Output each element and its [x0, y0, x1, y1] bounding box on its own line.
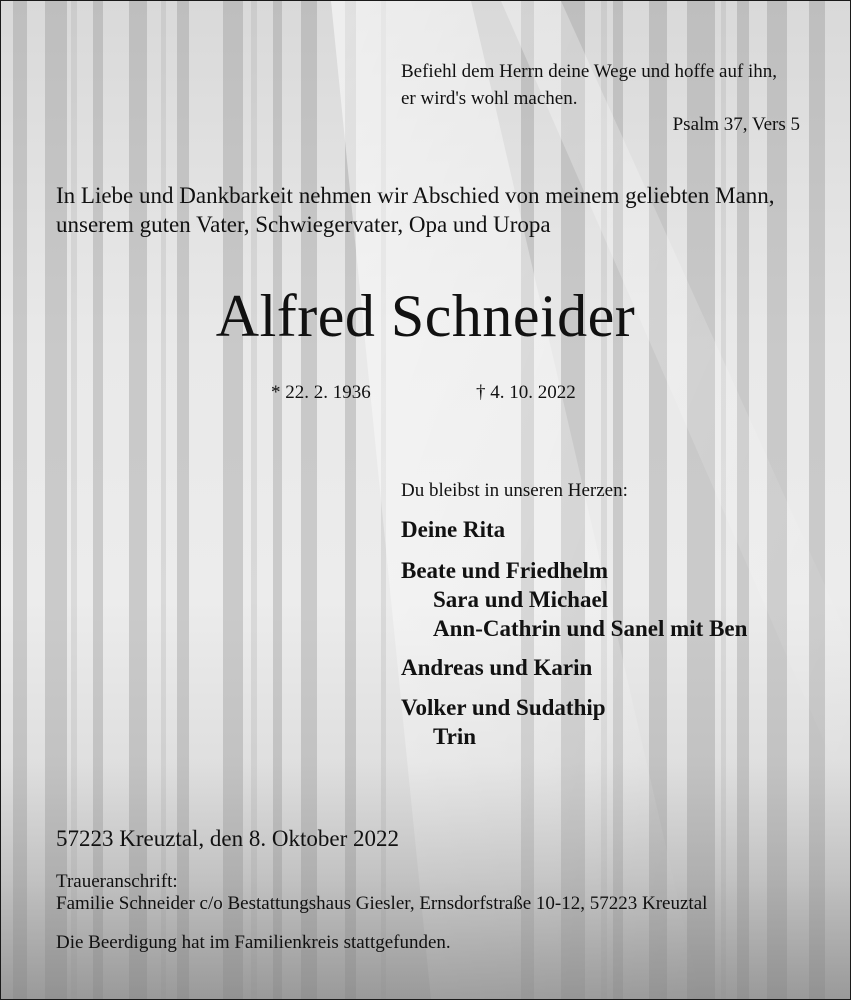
- intro-text: [56, 181, 775, 239]
- mourner-name: Trin: [433, 724, 477, 749]
- intro-line: In Liebe und Dankbarkeit nehmen wir Abschied von meinem geliebten Mann,: [56, 183, 775, 208]
- verse-line: Befiehl dem Herrn deine Wege und hoffe auf ihn,: [401, 61, 778, 82]
- address-label: Traueranschrift:: [56, 871, 178, 892]
- mourning-address: Familie Schneider c/o Bestattungshaus Giesler, Ernsdorfstraße 10-12, 57223 Kreuztal: [56, 893, 708, 914]
- place-and-date: 57223 Kreuztal, den 8. Oktober 2022: [56, 826, 400, 851]
- burial-note: Die Beerdigung hat im Familienkreis stattgefunden.: [56, 932, 451, 953]
- mourner-name: Volker und Sudathip: [401, 695, 606, 720]
- intro-line: unserem guten Vater, Schwiegervater, Opa und Uropa: [56, 212, 551, 237]
- mourner-name: Ann-Cathrin und Sanel mit Ben: [433, 616, 748, 641]
- mourners-heading: Du bleibst in unseren Herzen:: [401, 480, 628, 501]
- birth-date: * 22. 2. 1936: [271, 382, 371, 403]
- verse-text: [401, 58, 777, 112]
- verse-line: er wird's wohl machen.: [401, 88, 578, 109]
- mourner-name: Sara und Michael: [433, 587, 609, 612]
- mourner-name: Beate und Friedhelm: [401, 558, 608, 583]
- death-date: † 4. 10. 2022: [476, 382, 576, 403]
- mourner-name: Andreas und Karin: [401, 655, 593, 680]
- deceased-name: Alfred Schneider: [215, 283, 636, 349]
- verse-reference: Psalm 37, Vers 5: [672, 114, 800, 135]
- mourner-name: Deine Rita: [401, 517, 506, 542]
